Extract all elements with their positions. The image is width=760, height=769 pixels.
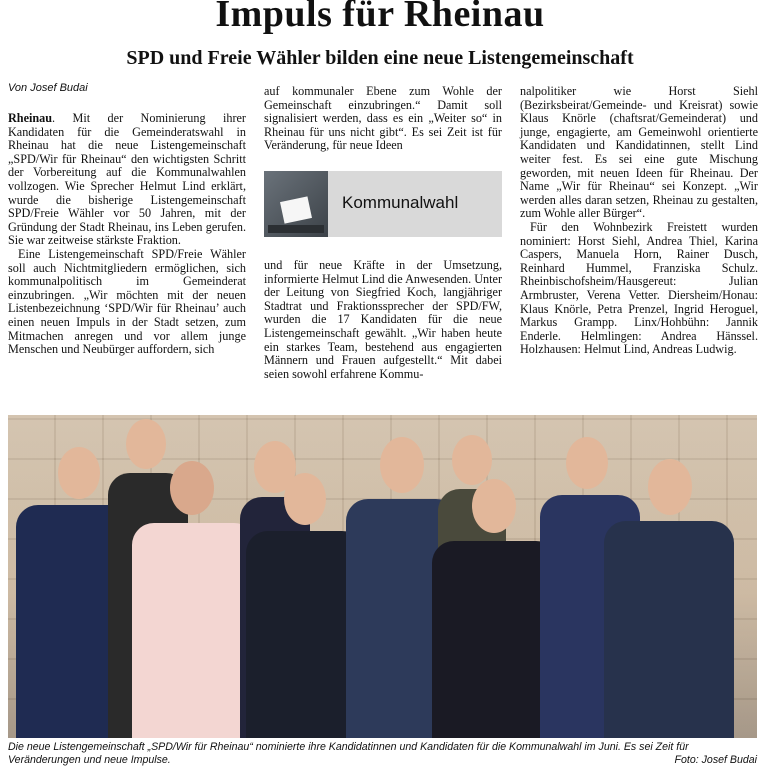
paragraph: Für den Wohnbezirk Freistett wurden nominiert: Horst Siehl, Andrea Thiel, Karina Caspers, Manuela Horn, Rainer Dusch, Reinhard Hummel, Franziska Schulz. Rheinbischofsheim/Hausgereut: Julian Armbruster, Verena Vetter. Diersheim/Honau: Klaus Knörle, Petra Prenzel, Ingrid Heroguel, Markus Grampp. Linx/Hohbühn: Jannik Enderle. Helmlingen: Andrea Hänssel. Holzhausen: Helmut Lind, Andreas Ludwig.	[520, 219, 758, 357]
group-photo	[8, 415, 757, 738]
headline: Impuls für Rheinau	[215, 0, 545, 35]
photo-caption: Die neue Listengemeinschaft „SPD/Wir für Rheinau“ nominierte ihre Kandidatinnen und Kandidaten für die Kommunalwahl im Juni. Es sei Zeit für Veränderungen und neue Impulse.	[8, 741, 689, 766]
paragraph: Eine Listengemeinschaft SPD/Freie Wähler soll auch Nichtmitgliedern ermöglichen, sich kommunalpolitisch im Gemeinderat einzubringen. „Wir möchten mit der neuen Listenbezeichnung ‘SPD/Wir für Rheinau’ auch einen neuen Impuls in der Stadt setzen, zum Mitmachen anregen und vor allem junge Menschen und Neubürger auffordern, sich	[8, 246, 246, 357]
ballot-icon	[280, 196, 312, 223]
article-column-1	[8, 112, 246, 357]
paragraph: und für neue Kräfte in der Umsetzung, informierte Helmut Lind die Anwesenden. Unter der Leitung von Siegfried Koch, langjähriger Stadtrat und Fraktionssprecher der SPD/FW, wurden die 17 Kandidaten für die neue Listengemeinschaft gewählt. „Wir haben heute ein starkes Team, bestehend aus engagierten Männern und Frauen aufgestellt.“ Mit dabei seien sowohl erfahrene Kommu-	[264, 258, 502, 381]
ballot-box-icon	[268, 225, 324, 233]
ballot-box-photo	[264, 171, 328, 237]
byline: Von Josef Budai	[8, 82, 88, 94]
topic-box	[264, 171, 502, 237]
paragraph: nalpolitiker wie Horst Siehl (Bezirksbeirat/Gemeinde- und Kreisrat) sowie Klaus Knörle (chaftsrat/Gemeinderat) und junge, engagierte, am Gemeinwohl orientierte Kandidaten und Kandidatinnen, stellt Lind weiter fest. Es sei eine gute Mischung geworden, mit neuen Ideen für Rheinau. Der Name „Wir für Rheinau“ sei Konzept. „Wir werden alles daran setzen, Rheinau zu gestalten, zum Wohle aller Bürger“.	[520, 84, 758, 221]
article-column-2-bottom	[264, 259, 502, 381]
photo-credit: Foto: Josef Budai	[674, 754, 757, 766]
article-column-2-top	[264, 85, 502, 153]
subheadline: SPD und Freie Wähler bilden eine neue Listengemeinschaft	[126, 47, 634, 69]
paragraph: . Mit der Nominierung ihrer Kandidaten für die Gemeinderatswahl in Rheinau hat die neue Listengemeinschaft „SPD/Wir für Rheinau“ den wichtigsten Schritt der Vorbereitung auf die Kommunalwahlen vollzogen. Wie Sprecher Helmut Lind erklärt, wurde die bisherige Listengemeinschaft SPD/Freie Wähler vor 50 Jahren, mit der Gründung der Stadt Rheinau, ins Leben gerufen. Sie war zeitweise stärkste Fraktion.	[8, 111, 246, 248]
topic-label: Kommunalwahl	[342, 193, 459, 212]
dateline: Rheinau	[8, 111, 53, 125]
paragraph: auf kommunaler Ebene zum Wohle der Gemeinschaft einzubringen.“ Damit soll signalisiert werden, dass es ein „Weiter so“ in Rheinau für uns nicht gibt“. Es sei Zeit ist für Veränderung, für neue Ideen	[264, 84, 502, 153]
article-column-3	[520, 85, 758, 357]
